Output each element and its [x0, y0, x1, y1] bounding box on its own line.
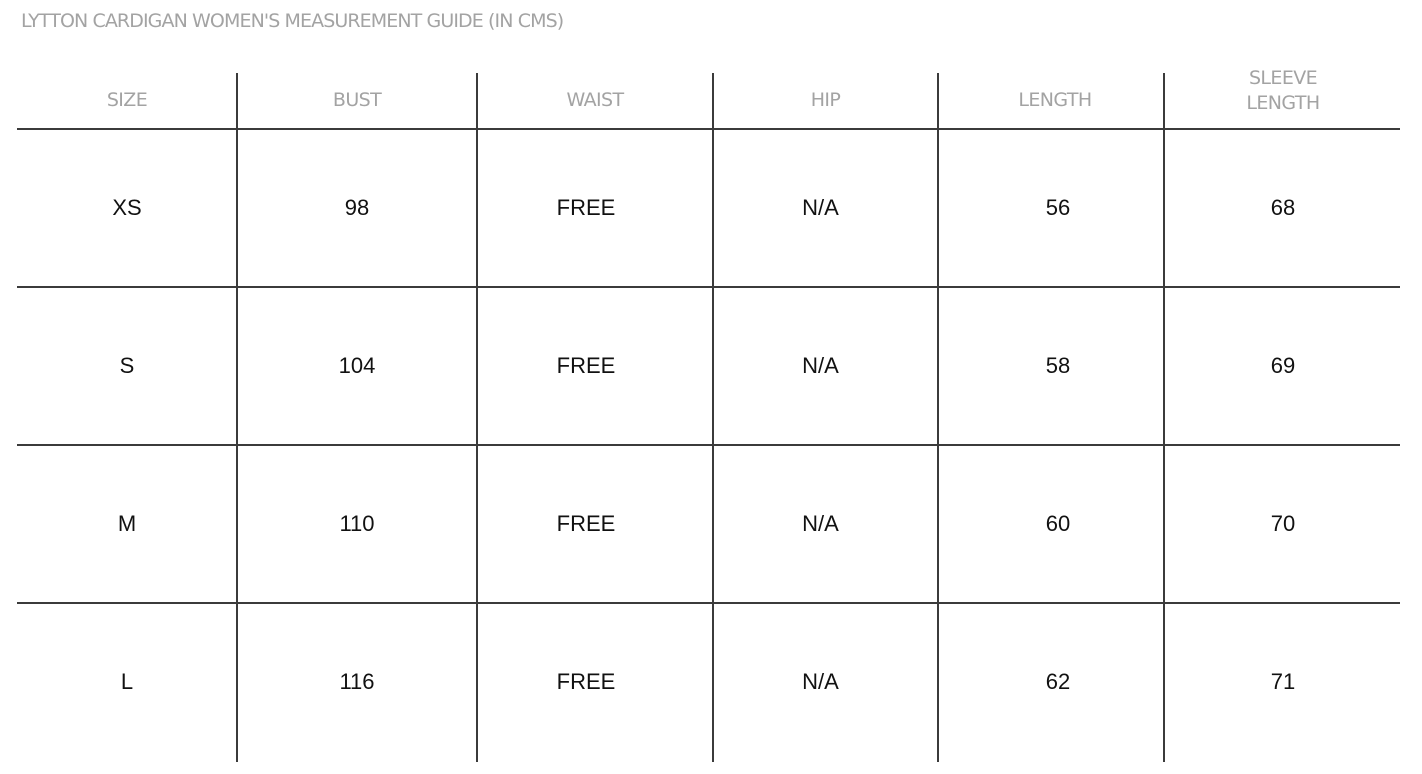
cell-sleeve-length: 71	[1270, 669, 1296, 694]
page-title: LYTTON CARDIGAN WOMEN'S MEASUREMENT GUIDE (IN CMS)	[21, 10, 564, 32]
cell-bust: 110	[339, 511, 375, 536]
cell-waist: FREE	[556, 195, 616, 220]
header-size: SIZE	[106, 89, 148, 111]
cell-hip: N/A	[802, 511, 839, 536]
cell-length: 60	[1045, 511, 1071, 536]
cell-hip: N/A	[802, 353, 839, 378]
cell-waist: FREE	[556, 353, 616, 378]
cell-hip: N/A	[802, 195, 839, 220]
cell-length: 62	[1045, 669, 1071, 694]
cell-bust: 116	[339, 669, 375, 694]
cell-length: 56	[1045, 195, 1071, 220]
cell-sleeve-length: 68	[1270, 195, 1296, 220]
header-sleeve-length-line2: LENGTH	[1246, 91, 1320, 114]
cell-bust: 98	[344, 195, 370, 220]
header-waist: WAIST	[566, 89, 624, 111]
cell-size: XS	[112, 195, 142, 220]
cell-size: S	[119, 353, 135, 378]
cell-bust: 104	[338, 353, 376, 378]
cell-sleeve-length: 69	[1270, 353, 1296, 378]
header-length: LENGTH	[1018, 89, 1092, 111]
cell-size: M	[117, 511, 137, 536]
cell-hip: N/A	[802, 669, 839, 694]
header-sleeve-length	[1164, 60, 1402, 121]
header-hip: HIP	[810, 89, 841, 111]
cell-size: L	[120, 669, 134, 694]
cell-length: 58	[1045, 353, 1071, 378]
header-sleeve-length-line1: SLEEVE	[1248, 66, 1318, 89]
cell-sleeve-length: 70	[1270, 511, 1296, 536]
header-bust: BUST	[332, 89, 382, 111]
cell-waist: FREE	[556, 669, 616, 694]
cell-waist: FREE	[556, 511, 616, 536]
